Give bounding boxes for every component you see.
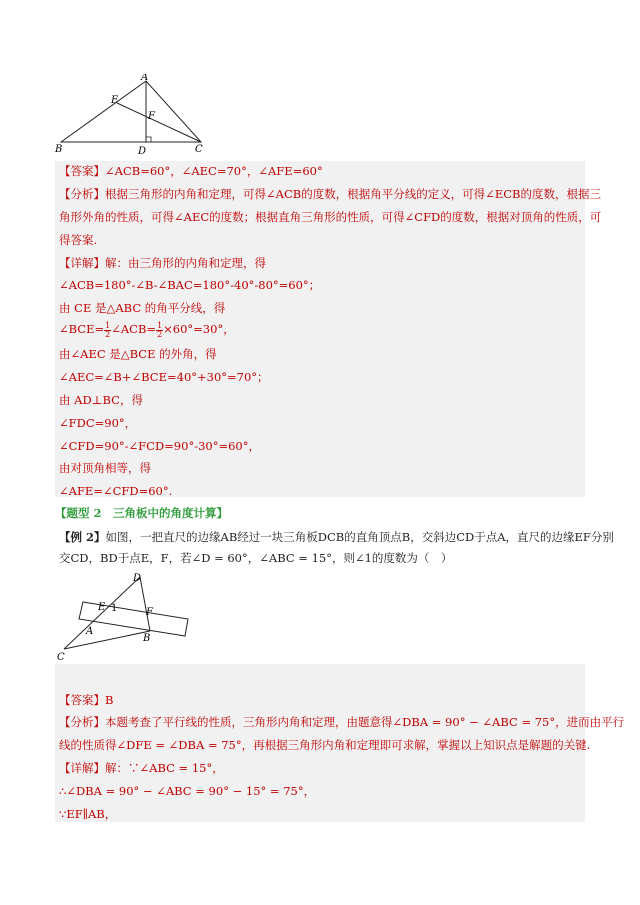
answer-text-2: B [105, 693, 114, 707]
analysis-2-text-2: 线的性质得∠DFE = ∠DBA = 75°，再根据三角形内角和定理即可求解，掌握以上知识点是解题的关键. [59, 738, 591, 752]
detail-line-1 [59, 255, 583, 272]
answer-line-2 [59, 692, 583, 709]
detail-2-text-3: ∵EF∥AB， [59, 807, 117, 821]
detail-2-text-2: ∴∠DBA = 90° − ∠ABC = 90° − 15° = 75°， [59, 784, 316, 798]
step-3-part-a: ∠BCE= [59, 322, 105, 336]
example-2-tag: 【例 2】 [59, 530, 106, 544]
label-d: D [138, 146, 147, 157]
label-b: B [55, 144, 63, 155]
step-1: ∠ACB=180°-∠B-∠BAC=180°-40°-80°=60°； [59, 278, 321, 292]
step-4: 由∠AEC 是△BCE 的外角，得 [59, 347, 217, 361]
step-3-part-c: ×60°=30°， [163, 322, 235, 336]
fig2-label-b: B [143, 633, 151, 644]
analysis-text-3: 得答案. [59, 233, 98, 247]
bisector-ce [117, 103, 201, 142]
section-title: 【题型 2 三角板中的角度计算】 [55, 506, 229, 520]
answer-tag: 【答案】 [59, 164, 105, 178]
detail-intro: 解：由三角形的内角和定理，得 [105, 256, 266, 270]
step-9: 由对顶角相等，得 [59, 461, 151, 475]
fig2-label-a: A [86, 626, 94, 637]
analysis-2-line-1 [59, 714, 625, 731]
example-2-line-2: 交CD，BD于点E，F，若∠D = 60°，∠ABC = 15°，则∠1的度数为（ ） [59, 551, 453, 565]
ruler-triangle-figure [55, 571, 190, 663]
example-2-line-1 [59, 529, 614, 546]
label-a: A [141, 74, 149, 83]
detail-2-line-1 [59, 760, 583, 777]
fig2-label-c: C [57, 652, 65, 663]
label-c: C [195, 144, 203, 155]
answer-line-1 [59, 163, 583, 180]
label-e: E [111, 95, 119, 106]
detail-tag-2: 【详解】 [59, 761, 105, 775]
detail-tag: 【详解】 [59, 256, 105, 270]
step-5: ∠AEC=∠B+∠BCE=40°+30°=70°； [59, 370, 269, 384]
right-angle-mark [146, 137, 151, 142]
step-10: ∠AFE=∠CFD=60°. [59, 484, 173, 498]
fraction-half-1: $\frac{1}{2}$ [105, 320, 111, 339]
step-3-part-b: ∠ACB= [111, 322, 157, 336]
fraction-half-2: $\frac{1}{2}$ [157, 320, 163, 339]
fig2-label-1: 1 [111, 603, 118, 614]
answer-tag-2: 【答案】 [59, 693, 105, 707]
answer-text: ∠ACB=60°，∠AEC=70°，∠AFE=60° [105, 164, 323, 178]
fig2-label-d: D [133, 573, 142, 584]
fig2-label-f: F [146, 607, 153, 618]
step-6: 由 AD⊥BC，得 [59, 393, 143, 407]
analysis-tag: 【分析】 [59, 187, 105, 201]
step-7: ∠FDC=90°， [59, 416, 137, 430]
analysis-text-2: 角形外角的性质，可得∠AEC的度数；根据直角三角形的性质，可得∠CFD的度数，根据对顶角的性质，可 [59, 210, 602, 224]
side-dc [64, 577, 140, 649]
step-3 [59, 321, 583, 339]
fig2-label-e: E [98, 602, 106, 613]
triangle-figure-1 [55, 74, 205, 162]
step-8: ∠CFD=90°-∠FCD=90°-30°=60°， [59, 439, 260, 453]
detail-2-text-1: 解：∵∠ABC = 15°， [105, 761, 224, 775]
side-cb [64, 631, 150, 649]
analysis-tag-2: 【分析】 [59, 715, 105, 729]
analysis-line-1 [59, 186, 601, 203]
step-2: 由 CE 是△ABC 的角平分线，得 [59, 301, 226, 315]
side-db [140, 577, 150, 631]
analysis-2-text-1: 本题考查了平行线的性质，三角形内角和定理，由题意得∠DBA = 90° − ∠ABC = 75°，进而由平行 [105, 715, 625, 729]
analysis-text-1: 根据三角形的内角和定理，可得∠ACB的度数，根据角平分线的定义，可得∠ECB的度数，根据三 [105, 187, 601, 201]
label-f: F [148, 111, 155, 122]
example-2-text-1: 如图，一把直尺的边缘AB经过一块三角板DCB的直角顶点B，交斜边CD于点A，直尺的边缘EF分别 [105, 530, 614, 544]
